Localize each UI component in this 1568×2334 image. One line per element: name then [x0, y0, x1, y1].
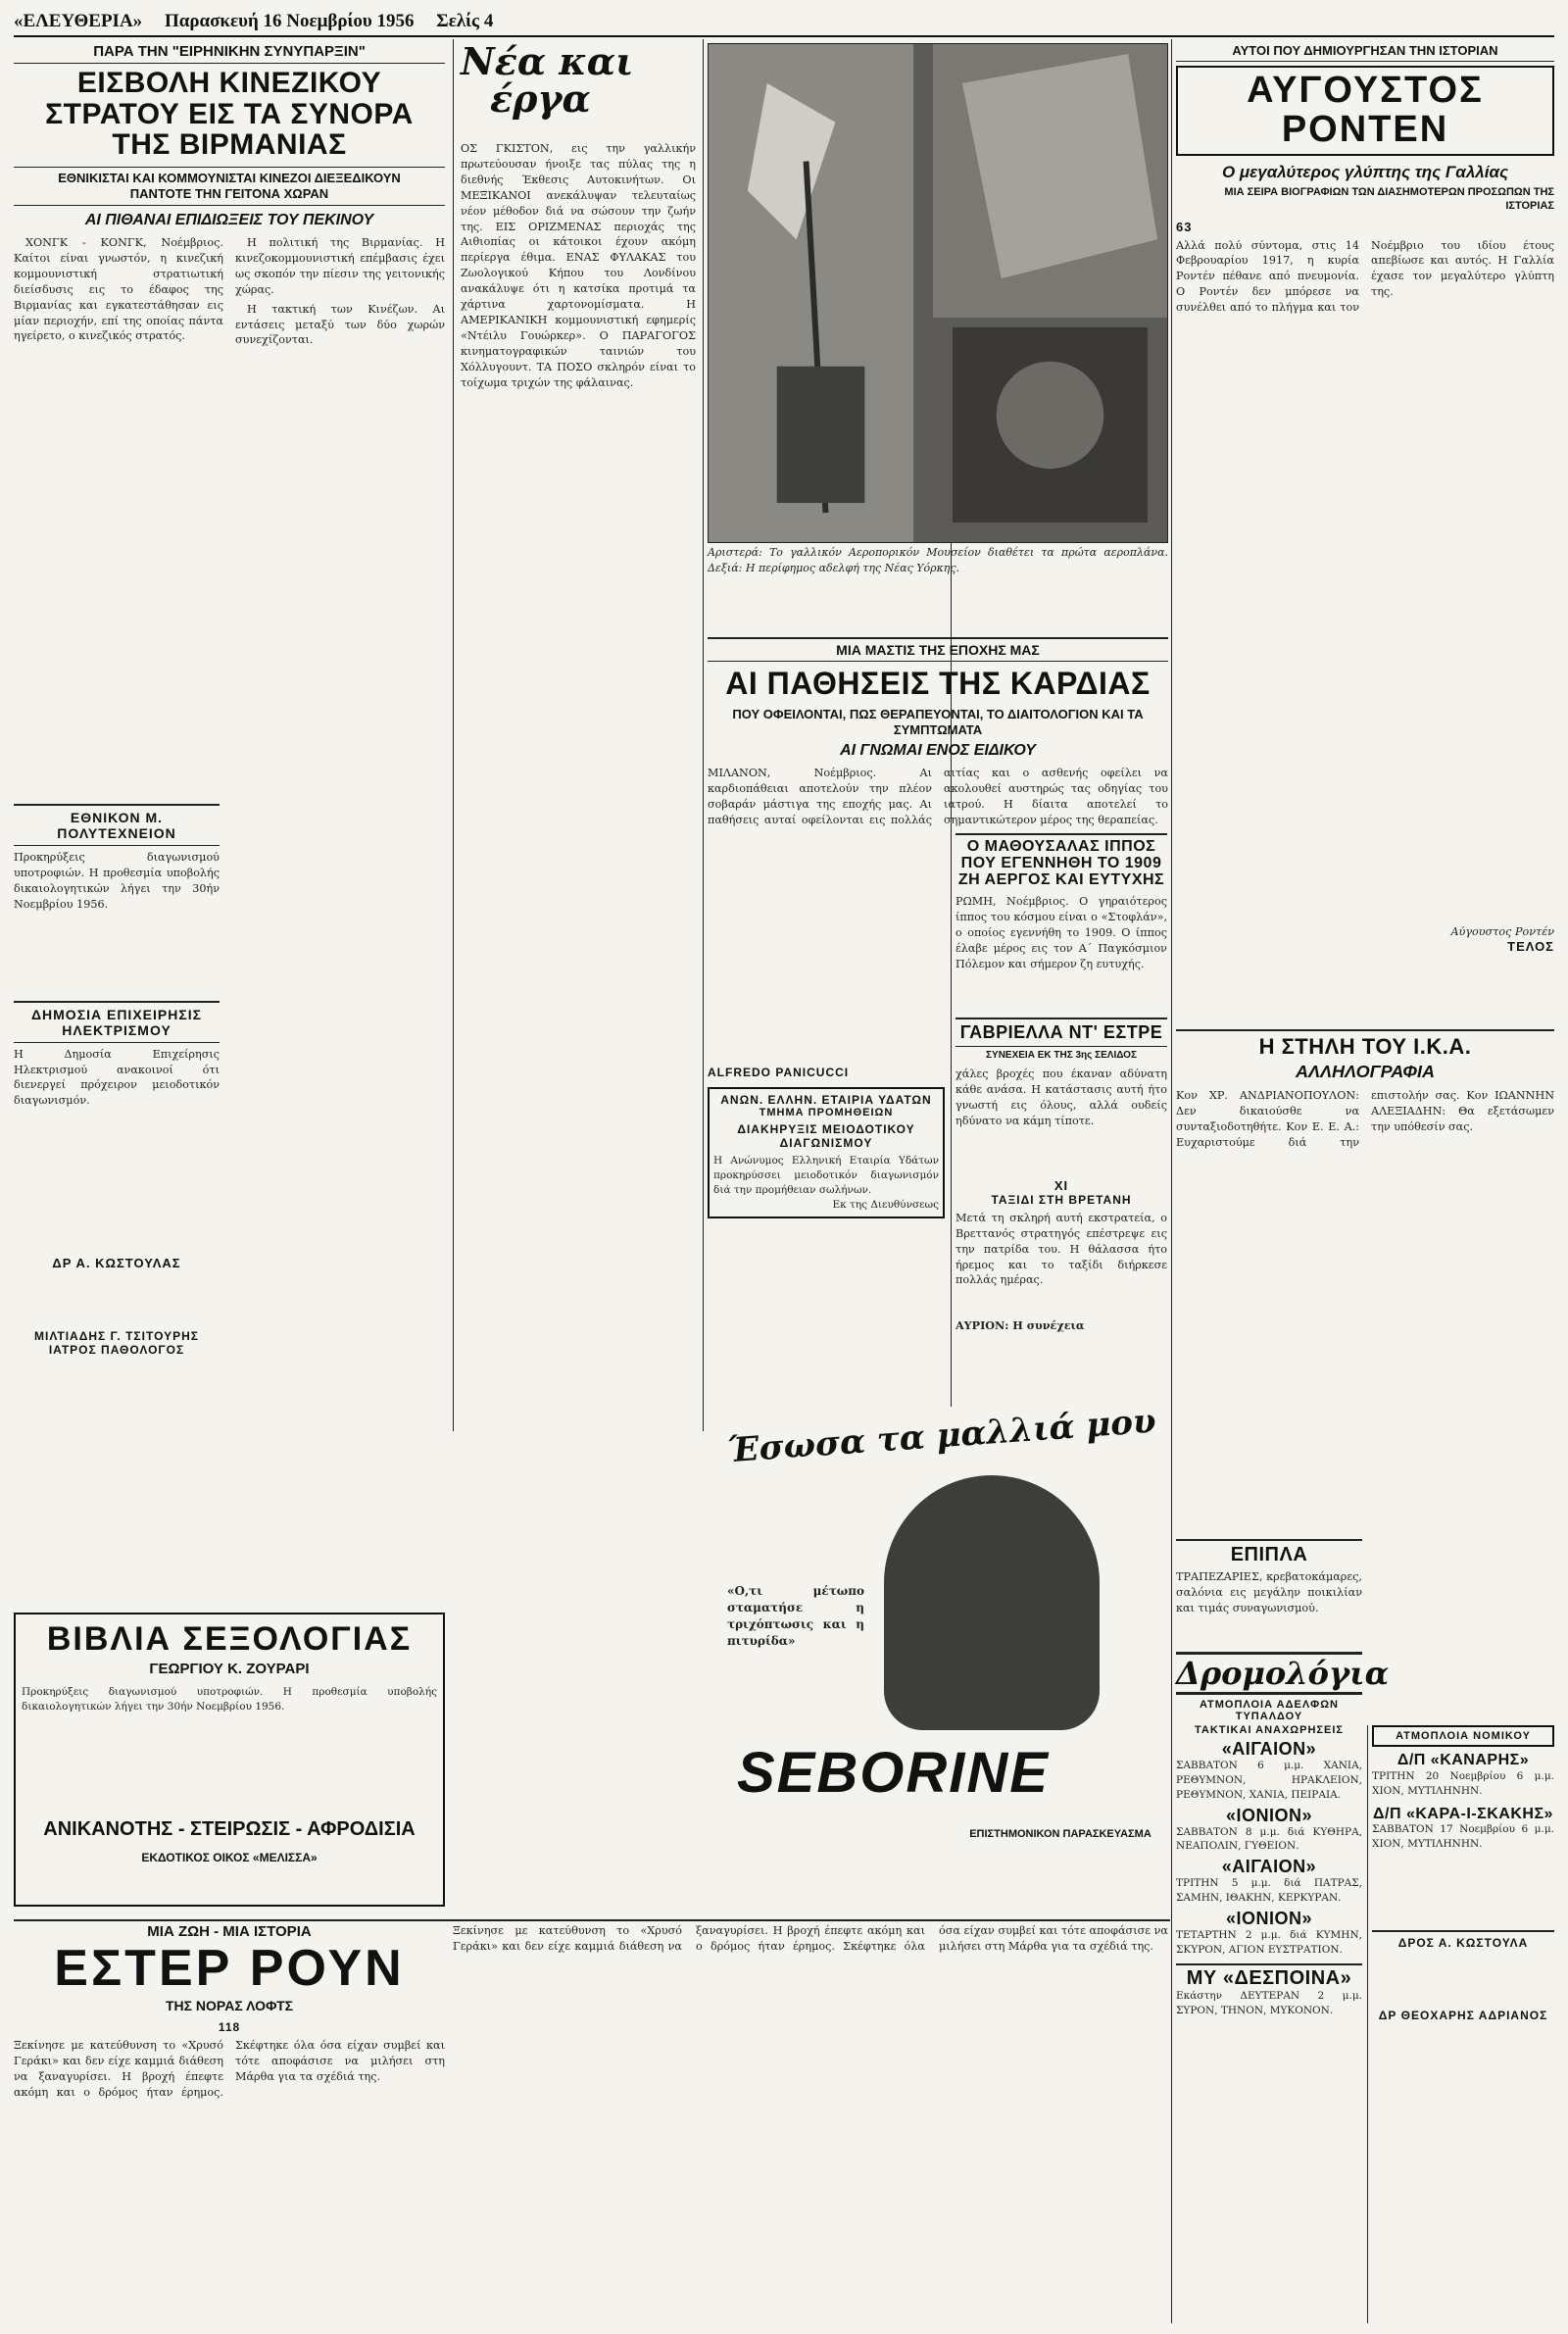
polytechnic-body: Προκηρύξεις διαγωνισμού υποτροφιών. Η προθεσμία υποβολής δικαιολογητικών λήγει την 30ήν Νοεμβρίου 1956. — [14, 851, 220, 911]
masthead — [14, 8, 1554, 37]
ship-name: «ΙΟΝΙΟΝ» — [1225, 1805, 1313, 1825]
seborine-quote: «Ο,τι μέτωπο σταματήσε η τριχόπτωσις και η πιτυρίδα» — [727, 1584, 864, 1649]
rodin-end: ΤΕΛΟΣ — [1507, 939, 1554, 955]
rodin-kicker: ΑΥΤΟΙ ΠΟΥ ΔΗΜΙΟΥΡΓΗΣΑΝ ΤΗΝ ΙΣΤΟΡΙΑΝ — [1176, 43, 1554, 62]
news-and-works-column — [461, 39, 696, 1425]
sexology-books-ad — [14, 1613, 445, 1907]
horse-headline: Ο ΜΑΘΟΥΣΑΛΑΣ ΙΠΠΟΣ ΠΟΥ ΕΓΕΝΝΗΘΗ ΤΟ 1909 ΖΗ ΑΕΡΓΟΣ ΚΑΙ ΕΥΤΥΧΗΣ — [956, 833, 1167, 888]
notices-column — [14, 804, 220, 1608]
sexology-ad-publisher: ΕΚΔΟΤΙΚΟΣ ΟΙΚΟΣ «ΜΕΛΙΣΣΑ» — [141, 1851, 318, 1864]
heart-kicker: ΜΙΑ ΜΑΣΤΙΣ ΤΗΣ ΕΠΟΧΗΣ ΜΑΣ — [708, 637, 1168, 662]
nomikos-agency: ΑΤΜΟΠΛΟΙΑ ΝΟΜΙΚΟΥ — [1372, 1725, 1554, 1747]
horse-article — [956, 833, 1167, 1402]
rodin-number: 63 — [1176, 219, 1193, 234]
ika-headline: Η ΣΤΗΛΗ ΤΟΥ Ι.Κ.Α. — [1176, 1029, 1554, 1058]
doctor-name: ΜΙΛΤΙΑΔΗΣ Γ. ΤΣΙΤΟΥΡΗΣ ΙΑΤΡΟΣ ΠΑΘΟΛΟΓΟΣ — [34, 1329, 199, 1358]
ship-route: ΤΡΙΤΗΝ 20 Νοεμβρίου 6 μ.μ. ΧΙΟΝ, ΜΥΤΙΛΗΝΗΝ. — [1372, 1769, 1554, 1797]
ship-name: «ΑΙΓΑΙΟΝ» — [1221, 1739, 1317, 1759]
ester-body: Ξεκίνησε με κατεύθυνση το «Χρυσό Γεράκι» και δεν είχε καμμιά διάθεση να ξαναγυρίσει. Η βροχή έπεφτε ακόμη και ο δρόμος ήταν έρημος. Σκέφτηκε όλα όσα είχαν συμβεί και τότε αποφάσισε να μιλήσει στη Μάρθα για τα σχέδιά της. — [14, 2039, 445, 2099]
ship-name: Δ/Π «ΚΑΡΑ-Ι-ΣΚΑΚΗΣ» — [1373, 1805, 1553, 1822]
issue-date: Παρασκευή 16 Νοεμβρίου 1956 — [164, 11, 415, 31]
heart-headline: ΑΙ ΠΑΘΗΣΕΙΣ ΤΗΣ ΚΑΡΔΙΑΣ — [725, 666, 1151, 701]
furniture-title: ΕΠΙΠΛΑ — [1176, 1539, 1362, 1565]
burma-subhead: ΕΘΝΙΚΙΣΤΑΙ ΚΑΙ ΚΟΜΜΟΥΝΙΣΤΑΙ ΚΙΝΕΖΟΙ ΔΙΕΞΕΔΙΚΟΥΝ ΠΑΝΤΟΤΕ ΤΗΝ ΓΕΙΤΟΝΑ ΧΩΡΑΝ — [14, 167, 445, 207]
sexology-ad-title: ΒΙΒΛΙΑ ΣΕΞΟΛΟΓΙΑΣ — [46, 1620, 413, 1658]
rodin-headline: ΑΥΓΟΥΣΤΟΣ ΡΟΝΤΕΝ — [1176, 66, 1554, 156]
heart-body: ΜΙΛΑΝΟΝ, Νοέμβριος. Αι καρδιοπάθειαι αποτελούν την πλέον σοβαράν μάστιγα της εποχής μας. Αι παθήσεις αυταί οφείλονται εις πολλάς αιτίας και ο ασθενής οφείλει να ακολουθεί αυστηρώς τας οδηγίας του ιατρού. Η δίαιτα αποτελεί το σημαντικώτερον μέρος της θεραπείας. — [708, 767, 1168, 826]
column-rule — [453, 39, 454, 1431]
ika-section: ΑΛΛΗΛΟΓΡΑΦΙΑ — [1295, 1062, 1436, 1082]
water-notice-sub: ΤΜΗΜΑ ΠΡΟΜΗΘΕΙΩΝ — [759, 1107, 894, 1119]
sexology-ad-author: ΓΕΩΡΓΙΟΥ Κ. ΖΟΥΡΑΡΙ — [149, 1661, 310, 1677]
title-line: Νέα και — [461, 39, 634, 83]
news-and-works-body: ΟΣ ΓΚΙΣΤΟΝ, εις την γαλλικήν πρωτεύουσαν ήνοιξε τας πύλας της η διεθνής Έκθεσις Αυτοκινήτων. Οι ΜΕΞΙΚΑΝΟΙ ανεκάλυψαν τελευταίως νέον μέθοδον διά να σώσουν την ζωήν της. ΕΙΣ ΟΡΙΖΜΕΝΑΣ περιοχάς της Αιθιοπίας οι κάτοικοι έχουν ακόμη περίεργα έθιμα. ΕΝΑΣ ΦΥΛΑΚΑΣ του Ζωολογικού Κήπου του Λονδίνου ανακάλυψε ότι η κατσίκα προτιμά τα χάρτινα χαρτονομίσματα. Η ΑΜΕΡΙΚΑΝΙΚΗ κομμουνιστική εφημερίς «Ντέιλυ Γουώρκερ». Ο ΠΑΡΑΓΟΓΟΣ κινηματογραφικών ταινιών του Χόλλυγουντ. ΤΑ ΠΟΣΟ σκληρόν είναι το τοίχωμα τριχών της φάλαινας. — [461, 142, 696, 389]
seborine-tagline: ΕΠΙΣΤΗΜΟΝΙΚΟΝ ΠΑΡΑΣΚΕΥΑΣΜΑ — [969, 1828, 1152, 1840]
column-rule — [1367, 1725, 1368, 2323]
burma-body — [14, 235, 445, 350]
ship-route: ΣΑΒΒΑΤΟΝ 17 Νοεμβρίου 6 μ.μ. ΧΙΟΝ, ΜΥΤΙΛΗΝΗΝ. — [1372, 1823, 1554, 1851]
doctor-name: ΔΡΟΣ Α. ΚΩΣΤΟΥΛΑ — [1372, 1930, 1554, 1950]
serial-title: ΓΑΒΡΙΕΛΛΑ ΝΤ' ΕΣΤΡΕ — [956, 1018, 1167, 1047]
nomikos-column — [1372, 1725, 1554, 2323]
ship-route: ΤΕΤΑΡΤΗΝ 2 μ.μ. διά ΚΥΜΗΝ, ΣΚΥΡΟΝ, ΑΓΙΟΝ ΕΥΣΤΡΑΤΙΟΝ. — [1176, 1928, 1362, 1956]
horse-body: ΡΩΜΗ, Νοέμβριος. Ο γηραιότερος ίππος του κόσμου είναι ο «Στοφλάν», ο οποίος εγεννήθη το 1909. Ο ίππος έλαβε μέρος εις τον Α΄ Παγκόσμιον Πόλεμον και σήμερον ζη ευτυχής. — [956, 895, 1167, 971]
ika-body: Κον ΧΡ. ΑΝΔΡΙΑΝΟΠΟΥΛΟΝ: Δεν δικαιούσθε να συνταξιοδοτηθήτε. Κον Ε. Ε. Α.: Ευχαριστούμε διά την επιστολήν σας. Κον ΙΩΑΝΝΗΝ ΑΛΕΞΙΑΔΗΝ: Θα εξετάσωμεν την υπόθεσίν σας. — [1176, 1089, 1554, 1149]
burma-kicker: ΠΑΡΑ ΤΗΝ "ΕΙΡΗΝΙΚΗΝ ΣΥΝΥΠΑΡΞΙΝ" — [14, 43, 445, 64]
water-notice-body: Η Ανώνυμος Ελληνική Εταιρία Υδάτων προκηρύσσει μειοδοτικόν διαγωνισμόν διά την προμήθειαν σωλήνων. — [713, 1155, 939, 1196]
seborine-script: Έσωσα τα μαλλιά μου — [726, 1401, 1157, 1471]
news-and-works-title — [461, 39, 696, 141]
agency-name: ΑΤΜΟΠΛΟΙΑ ΑΔΕΛΦΩΝ ΤΥΠΑΛΔΟΥ — [1200, 1699, 1339, 1722]
man-portrait — [884, 1475, 1100, 1730]
dei-body: Η Δημοσία Επιχείρησις Ηλεκτρισμού ανακοινοί ότι διενεργεί πρόχειρον μειοδοτικόν διαγωνισμόν. — [14, 1047, 220, 1108]
rodin-signature: Αύγουστος Ροντέν — [1450, 924, 1554, 938]
doctor-name: ΔΡ ΘΕΟΧΑΡΗΣ ΑΔΡΙΑΝΟΣ — [1378, 2009, 1548, 2023]
chapter-body: Μετά τη σκληρή αυτή εκστρατεία, ο Βρεττανός στρατηγός επέστρεψε εις την πατρίδα του. Η θάλασσα ήτο ήρεμος και το ταξίδι διήρκεσε πολλάς ημέρας. — [956, 1211, 1167, 1287]
burma-paragraph: ΧΟΝΓΚ - ΚΟΝΓΚ, Νοέμβριος. Καίτοι είναι γνωστόν, η κινεζική κομμουνιστική στρατιωτική διείσδυσις εις το έδαφος της Βιρμανίας και εγκατεστάθησαν εις μίαν περιοχήν, επί της οποίας πάντα ηγείρετο, ο κινεζικός στρατός. — [14, 236, 223, 343]
title-line: έργα — [490, 76, 591, 121]
ester-author: ΤΗΣ ΝΟΡΑΣ ΛΟΦΤΣ — [165, 1997, 294, 2013]
rodin-series: ΜΙΑ ΣΕΙΡΑ ΒΙΟΓΡΑΦΙΩΝ ΤΩΝ ΔΙΑΣΗΜΟΤΕΡΩΝ ΠΡΟΣΩΠΩΝ ΤΗΣ ΙΣΤΟΡΙΑΣ — [1224, 186, 1554, 212]
ika-column — [1176, 1029, 1554, 1529]
shipping-column — [1176, 1539, 1390, 2323]
burma-paragraph: Η τακτική των Κινέζων. Αι εντάσεις μεταξύ των δύο χωρών συνεχίζονται. — [235, 302, 445, 347]
regular-departures: ΤΑΚΤΙΚΑΙ ΑΝΑΧΩΡΗΣΕΙΣ — [1194, 1724, 1345, 1736]
column-rule — [703, 39, 704, 1431]
sexology-ad-body: Προκηρύξεις διαγωνισμού υποτροφιών. Η προθεσμία υποβολής δικαιολογητικών λήγει την 30ήν Νοεμβρίου 1956. — [22, 1686, 437, 1713]
bottom-rule — [14, 1919, 1170, 1921]
heart-subhead: ΠΟΥ ΟΦΕΙΛΟΝΤΑΙ, ΠΩΣ ΘΕΡΑΠΕΥΟΝΤΑΙ, ΤΟ ΔΙΑΙΤΟΛΟΓΙΟΝ ΚΑΙ ΤΑ ΣΥΜΠΤΩΜΑΤΑ — [732, 706, 1144, 737]
burma-paragraph: Η πολιτική της Βιρμανίας. Η κινεζοκομμουνιστική επέμβασις έχει ως σκοπόν την πίεσιν της γειτονικής χώρας. — [235, 236, 445, 296]
ship-route: Εκάστην ΔΕΥΤΕΡΑΝ 2 μ.μ. ΣΥΡΟΝ, ΤΗΝΟΝ, ΜΥΚΟΝΟΝ. — [1176, 1989, 1362, 2016]
ship-route: ΤΡΙΤΗΝ 5 μ.μ. διά ΠΑΤΡΑΣ, ΣΑΜΗΝ, ΙΘΑΚΗΝ, ΚΕΡΚΥΡΑΝ. — [1176, 1877, 1362, 1905]
paper-name: «ΕΛΕΥΘΕΡΙΑ» — [14, 11, 143, 31]
schedules-title: Δρομολόγια — [1176, 1652, 1362, 1695]
ship-name: Δ/Π «ΚΑΝΑΡΗΣ» — [1396, 1752, 1530, 1768]
column-rule — [1171, 39, 1172, 2323]
polytechnic-title: ΕΘΝΙΚΟΝ Μ. ΠΟΛΥΤΕΧΝΕΙΟΝ — [14, 804, 220, 846]
ship-name: «ΑΙΓΑΙΟΝ» — [1221, 1857, 1317, 1877]
page-number: Σελίς 4 — [436, 11, 494, 31]
rodin-body: Αλλά πολύ σύντομα, στις 14 Φεβρουαρίου 1917, η κυρία Ροντέν πέθανε από πνευμονία. Ο Ροντέν δεν μπόρεσε να συνέλθει από το πλήγμα και τον Νοέμβριο του ιδίου έτους απεβίωσε και αυτός. Η Γαλλία έχασε τον μεγαλύτερο γλύπτη της. — [1176, 238, 1554, 315]
ship-route: ΣΑΒΒΑΤΟΝ 8 μ.μ. διά ΚΥΘΗΡΑ, ΝΕΑΠΟΛΙΝ, ΓΥΘΕΙΟΝ. — [1176, 1825, 1362, 1853]
burma-section: ΑΙ ΠΙΘΑΝΑΙ ΕΠΙΔΙΩΞΕΙΣ ΤΟΥ ΠΕΚΙΝΟΥ — [84, 212, 374, 228]
photo-caption: Αριστερά: Το γαλλικόν Αεροπορικόν Μουσείον διαθέτει τα πρώτα αεροπλάνα. Δεξιά: Η περίφημος αδελφή της Νέας Υόρκης. — [708, 546, 1168, 574]
seborine-brand: SEBORINE — [737, 1741, 1050, 1805]
doctor-name: ΔΡ Α. ΚΩΣΤΟΥΛΑΣ — [52, 1256, 181, 1271]
dei-title: ΔΗΜΟΣΙΑ ΕΠΙΧΕΙΡΗΣΙΣ ΗΛΕΚΤΡΙΣΜΟΥ — [14, 1001, 220, 1043]
seborine-ad — [708, 1401, 1168, 1897]
ester-kicker: ΜΙΑ ΖΩΗ - ΜΙΑ ΙΣΤΟΡΙΑ — [147, 1923, 312, 1940]
ship-name: «ΙΟΝΙΟΝ» — [1225, 1909, 1313, 1929]
rodin-article — [1176, 43, 1554, 1023]
burma-headline: ΕΙΣΒΟΛΗ ΚΙΝΕΖΙΚΟΥ ΣΤΡΑΤΟΥ ΕΙΣ ΤΑ ΣΥΝΟΡΑ ΤΗΣ ΒΙΡΜΑΝΙΑΣ — [45, 67, 414, 161]
aviation-photo — [708, 43, 1168, 543]
water-notice-title: ΑΝΩΝ. ΕΛΛΗΝ. ΕΤΑΙΡΙΑ ΥΔΑΤΩΝ — [720, 1093, 932, 1108]
water-notice-head: ΔΙΑΚΗΡΥΞΙΣ ΜΕΙΟΔΟΤΙΚΟΥ ΔΙΑΓΩΝΙΣΜΟΥ — [737, 1122, 915, 1151]
ester-headline: ΕΣΤΕΡ ΡΟΥΝ — [54, 1940, 405, 1997]
chapter-number: ΧΙ — [1054, 1177, 1069, 1193]
ship-name: ΜΥ «ΔΕΣΠΟΙΝΑ» — [1176, 1963, 1362, 1989]
continue-tomorrow: ΑΥΡΙΟΝ: Η συνέχεια — [956, 1317, 1085, 1332]
heart-author: ALFREDO PANICUCCI — [708, 1066, 850, 1080]
ester-number: 118 — [218, 2020, 241, 2035]
chapter-title: ΤΑΞΙΔΙ ΣΤΗ ΒΡΕΤΑΝΗ — [991, 1192, 1132, 1207]
serial-body: χάλες βροχές που έκαναν αδύνατη κάθε ανάσα. Η κατάστασις αυτή ήτο γνωστή εις όλους, αλλά ουδείς ηδύνατο να κάμη τίποτε. — [956, 1067, 1167, 1127]
furniture-body: ΤΡΑΠΕΖΑΡΙΕΣ, κρεβατοκάμαρες, σαλόνια εις μεγάλην ποικιλίαν και τιμάς συναγωνισμού. — [1176, 1570, 1362, 1614]
photo-illustration — [709, 44, 1167, 542]
ester-continuation: Ξεκίνησε με κατεύθυνση το «Χρυσό Γεράκι» και δεν είχε καμμιά διάθεση να ξαναγυρίσει. Η βροχή έπεφτε ακόμη και ο δρόμος ήταν έρημος. Σκέφτηκε όλα όσα είχαν συμβεί και τότε αποφάσισε να μιλήσει στη Μάρθα για τα σχέδιά της. — [453, 1924, 1168, 1953]
sexology-ad-sub: ΑΝΙΚΑΝΟΤΗΣ - ΣΤΕΙΡΩΣΙΣ - ΑΦΡΟΔΙΣΙΑ — [43, 1818, 416, 1840]
water-notice-sign: Εκ της Διευθύνσεως — [832, 1198, 939, 1211]
ship-route: ΣΑΒΒΑΤΟΝ 6 μ.μ. ΧΑΝΙΑ, ΡΕΘΥΜΝΟΝ, ΗΡΑΚΛΕΙΟΝ, ΡΕΘΥΜΝΟΝ, ΧΑΝΙΑ, ΠΕΙΡΑΙΑ. — [1176, 1759, 1362, 1801]
water-company-notice — [708, 1087, 945, 1218]
rodin-subhead: Ο μεγαλύτερος γλύπτης της Γαλλίας — [1221, 162, 1509, 181]
heart-section: ΑΙ ΓΝΩΜΑΙ ΕΝΟΣ ΕΙΔΙΚΟΥ — [840, 742, 1036, 760]
burma-article — [14, 43, 445, 474]
ester-serial — [14, 1923, 445, 2325]
serial-sub: ΣΥΝΕΧΕΙΑ ΕΚ ΤΗΣ 3ης ΣΕΛΙΔΟΣ — [986, 1050, 1137, 1062]
